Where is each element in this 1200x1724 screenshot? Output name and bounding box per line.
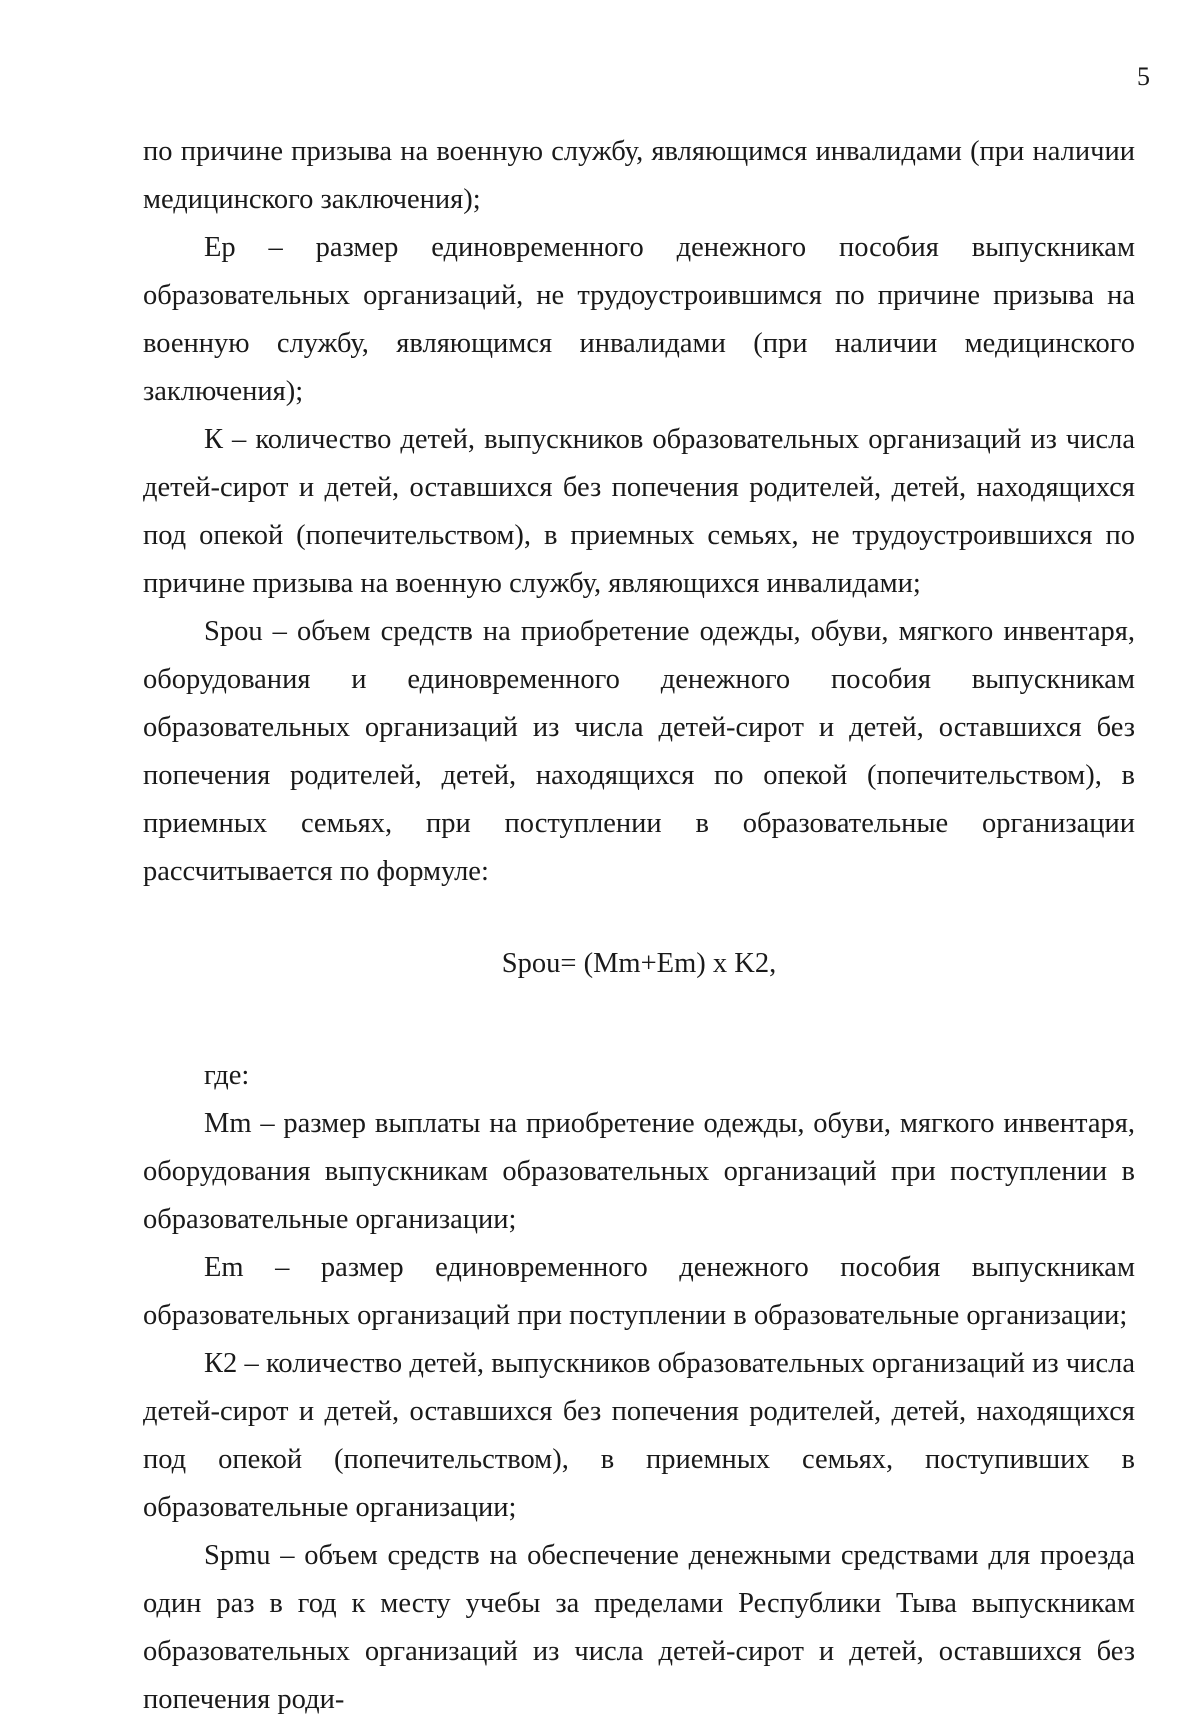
where-label: где: bbox=[204, 1060, 250, 1091]
paragraph-em-definition: Em – размер единовременного денежного пособия выпускникам образовательных организаций при поступлении в образовательные организации; bbox=[143, 1252, 1135, 1331]
paragraph-ep-definition: Ер – размер единовременного денежного пособия выпускникам образовательных организаций, не трудоустроившимся по причине призыва на военную службу, являющимся инвалидами (при наличии медицинского заключения); bbox=[143, 232, 1135, 407]
paragraph-spou-definition: Spou – объем средств на приобретение одежды, обуви, мягкого инвентаря, оборудования и единовременного денежного пособия выпускникам образовательных организаций из числа детей-сирот и детей, оставшихся без попечения родителей, детей, находящихся по опекой (попечительством), в приемных семьях, при поступлении в образовательные организации рассчитывается по формуле: bbox=[143, 616, 1135, 887]
page-number: 5 bbox=[1137, 62, 1150, 91]
paragraph-continuation: по причине призыва на военную службу, являющимся инвалидами (при наличии медицинского заключения); bbox=[143, 136, 1135, 215]
paragraph-k-definition: К – количество детей, выпускников образовательных организаций из числа детей-сирот и детей, оставшихся без попечения родителей, детей, находящихся под опекой (попечительством), в приемных семьях, не трудоустроившихся по причине призыва на военную службу, являющихся инвалидами; bbox=[143, 424, 1135, 599]
formula-spou: Spou= (Mm+Em) x K2, bbox=[501, 948, 777, 979]
paragraph-mm-definition: Mm – размер выплаты на приобретение одежды, обуви, мягкого инвентаря, оборудования выпускникам образовательных организаций при поступлении в образовательные организации; bbox=[143, 1108, 1135, 1235]
paragraph-spmu-definition: Spmu – объем средств на обеспечение денежными средствами для проезда один раз в год к месту учебы за пределами Республики Тыва выпускникам образовательных организаций из числа детей-сирот и детей, оставшихся без попечения роди- bbox=[143, 1540, 1135, 1715]
paragraph-k2-definition: К2 – количество детей, выпускников образовательных организаций из числа детей-сирот и детей, оставшихся без попечения родителей, детей, находящихся под опекой (попечительством), в приемных семьях, поступивших в образовательные организации; bbox=[143, 1348, 1135, 1523]
document-body bbox=[143, 128, 1135, 1724]
